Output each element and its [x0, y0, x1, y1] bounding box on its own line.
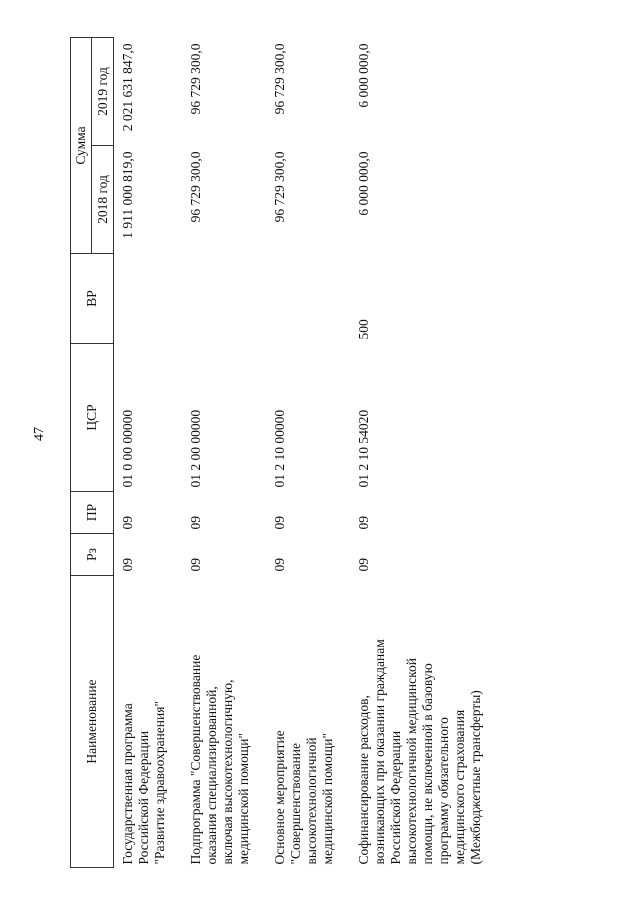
- row-csr: 01 2 10 00000: [272, 409, 287, 488]
- row-name-line: высокотехнологичной: [304, 737, 319, 865]
- header-name: Наименование: [71, 576, 114, 868]
- row-name-line: высокотехнологичной медицинской: [404, 658, 419, 865]
- row-vr: [114, 254, 183, 344]
- row-pr: 09: [188, 516, 203, 530]
- row-name-line: Российской Федерации: [388, 730, 403, 865]
- row-vr: [182, 254, 266, 344]
- header-sum: Сумма: [71, 37, 92, 253]
- row-sum-2018: 96 729 300,0: [188, 151, 203, 223]
- header-rz: Рз: [71, 534, 114, 576]
- page-number: 47: [32, 427, 47, 441]
- row-sum-2019: 96 729 300,0: [272, 43, 287, 115]
- row-sum-2019: 2 021 631 847,0: [120, 43, 135, 132]
- row-csr: 01 2 10 54020: [356, 409, 371, 488]
- row-name-line: включая высокотехнологичную,: [220, 679, 235, 865]
- row-rz: 09: [356, 558, 371, 572]
- table-row: [114, 37, 183, 867]
- table-row: [350, 37, 498, 867]
- row-name-line: помощи, не включенной в базовую: [420, 663, 435, 865]
- row-rz: 09: [120, 558, 135, 572]
- row-name-line: (Межбюджетные трансферты): [468, 690, 483, 865]
- row-name: [182, 576, 266, 868]
- table-row: [182, 37, 266, 867]
- row-name-line: "Совершенствование: [288, 743, 303, 865]
- row-pr: 09: [120, 516, 135, 530]
- table-row: [266, 37, 350, 867]
- row-name-line: Основное мероприятие: [272, 730, 287, 865]
- row-name: [350, 576, 498, 868]
- header-csr: ЦСР: [71, 344, 114, 492]
- row-sum-2019: 96 729 300,0: [188, 43, 203, 115]
- row-name-line: медицинской помощи": [320, 733, 335, 865]
- row-name-line: Государственная программа: [120, 703, 135, 865]
- row-rz: 09: [188, 558, 203, 572]
- header-vr: ВР: [71, 254, 114, 344]
- row-name-line: медицинской помощи": [236, 733, 251, 865]
- row-name-line: Подпрограмма "Совершенствование: [188, 654, 203, 865]
- row-vr: [266, 254, 350, 344]
- row-sum-2019: 6 000 000,0: [356, 43, 371, 108]
- row-sum-2018: 1 911 000 819,0: [120, 151, 135, 239]
- row-name-line: программу обязательного: [436, 717, 451, 865]
- row-sum-2018: 96 729 300,0: [272, 151, 287, 223]
- table-body: [114, 37, 499, 867]
- row-name-line: оказания специализированной,: [204, 686, 219, 865]
- row-csr: 01 2 00 00000: [188, 409, 203, 488]
- row-pr: 09: [272, 516, 287, 530]
- row-name: [266, 576, 350, 868]
- header-year-2019: 2019 год: [92, 37, 114, 145]
- row-name: [114, 576, 183, 868]
- header-pr: ПР: [71, 492, 114, 534]
- row-rz: 09: [272, 558, 287, 572]
- budget-table: [70, 37, 498, 868]
- row-sum-2018: 6 000 000,0: [356, 151, 371, 216]
- row-vr: 500: [356, 319, 371, 340]
- row-csr: 01 0 00 00000: [120, 409, 135, 488]
- row-name-line: Софинансирование расходов,: [356, 695, 371, 865]
- row-name-line: "Развитие здравоохранения": [152, 701, 167, 865]
- budget-table-rotated: [70, 38, 622, 868]
- row-name-line: возникающих при оказании гражданам: [372, 639, 387, 865]
- row-name-line: медицинского страхования: [452, 709, 467, 865]
- header-year-2018: 2018 год: [92, 146, 114, 254]
- row-pr: 09: [356, 516, 371, 530]
- row-name-line: Российской Федерации: [136, 730, 151, 865]
